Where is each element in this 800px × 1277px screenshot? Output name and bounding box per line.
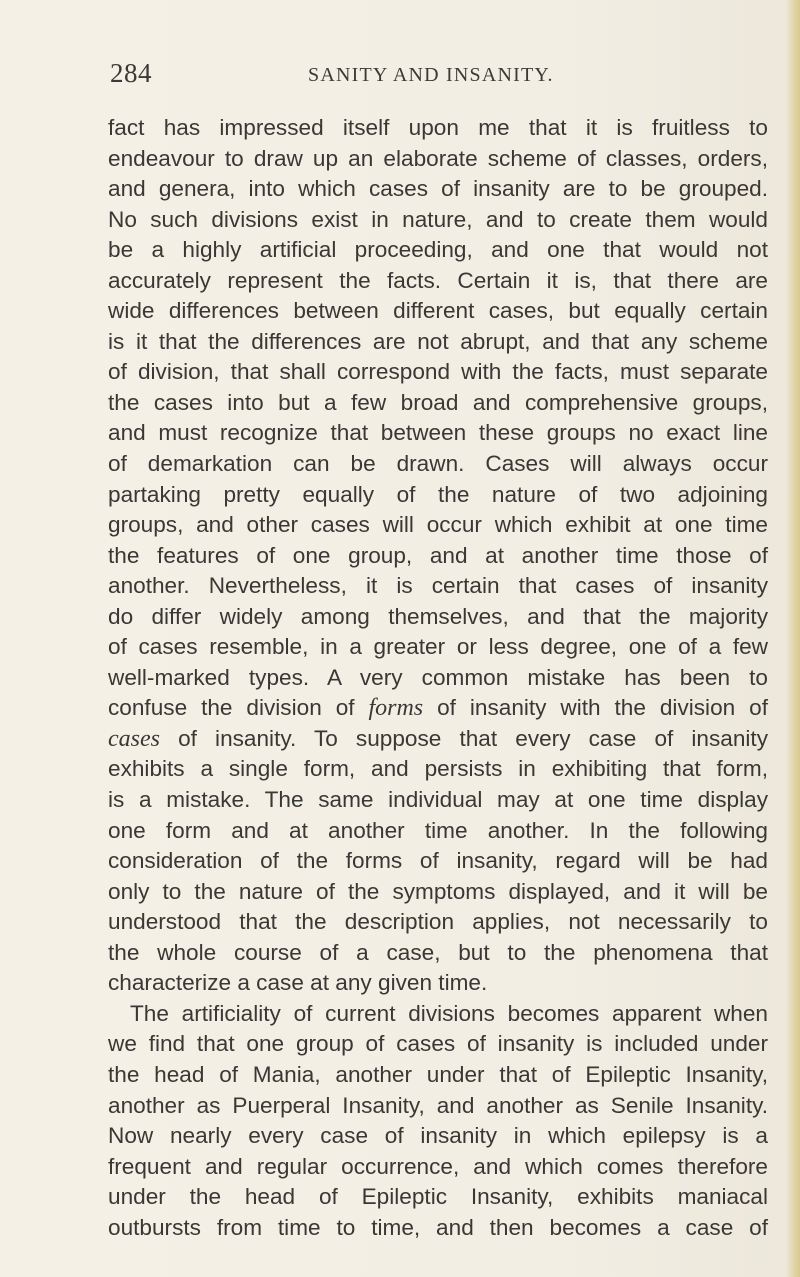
page-edge bbox=[786, 0, 800, 1277]
text-line: of demarkation can be drawn. Cases will always occur bbox=[108, 451, 768, 477]
text-line: and must recognize that between these groups no exact line bbox=[108, 420, 768, 446]
text-line: The artificiality of current divisions becomes apparent when bbox=[130, 1000, 768, 1026]
text-line: well-marked types. A very common mistake has been to bbox=[108, 664, 768, 690]
text-run: confuse the division of bbox=[108, 695, 369, 721]
text-line: characterize a case at any given time. bbox=[108, 970, 488, 996]
text-line bbox=[108, 724, 768, 755]
page-number: 284 bbox=[110, 58, 152, 88]
italic-term-forms: forms bbox=[368, 695, 424, 722]
text-line: the cases into but a few broad and comprehensive groups, bbox=[108, 389, 768, 415]
text-line: endeavour to draw up an elaborate scheme of classes, orders, bbox=[108, 145, 768, 171]
text-line: exhibits a single form, and persists in exhibiting that form, bbox=[108, 756, 768, 782]
text-line: Now nearly every case of insanity in which epilepsy is a bbox=[108, 1123, 768, 1149]
text-line: groups, and other cases will occur which exhibit at one time bbox=[108, 512, 768, 538]
text-line: another. Nevertheless, it is certain that cases of insanity bbox=[108, 573, 768, 599]
text-line bbox=[108, 693, 768, 724]
text-line: is it that the differences are not abrupt, and that any scheme bbox=[108, 328, 768, 354]
text-line: No such divisions exist in nature, and to create them would bbox=[108, 206, 768, 232]
text-line: frequent and regular occurrence, and which comes therefore bbox=[108, 1153, 768, 1179]
text-line: of division, that shall correspond with the facts, must separate bbox=[108, 359, 768, 385]
text-line: is a mistake. The same individual may at one time display bbox=[108, 787, 768, 813]
text-line: do differ widely among themselves, and that the majority bbox=[108, 603, 768, 629]
text-line: one form and at another time another. In the following bbox=[108, 817, 768, 843]
text-line: we find that one group of cases of insanity is included under bbox=[108, 1031, 768, 1057]
paragraph-1 bbox=[108, 113, 768, 999]
text-line: and genera, into which cases of insanity are to be grouped. bbox=[108, 176, 768, 202]
text-line: another as Puerperal Insanity, and another as Senile Insanity. bbox=[108, 1092, 768, 1118]
text-line: the features of one group, and at another time those of bbox=[108, 542, 768, 568]
text-run: of insanity with the division of bbox=[423, 695, 768, 721]
text-line: only to the nature of the symptoms displayed, and it will be bbox=[108, 878, 768, 904]
text-line: partaking pretty equally of the nature of two adjoining bbox=[108, 481, 768, 507]
body-text bbox=[108, 113, 768, 1243]
text-line: of cases resemble, in a greater or less degree, one of a few bbox=[108, 634, 768, 660]
italic-term-cases: cases bbox=[108, 725, 160, 752]
text-run: of insanity. To suppose that every case of insanity bbox=[159, 725, 768, 751]
text-line: the whole course of a case, but to the phenomena that bbox=[108, 939, 768, 965]
running-head-title: SANITY AND INSANITY. bbox=[308, 64, 554, 86]
text-line: the head of Mania, another under that of Epileptic Insanity, bbox=[108, 1061, 768, 1087]
text-line: fact has impressed itself upon me that it is fruitless to bbox=[108, 115, 768, 140]
text-line: consideration of the forms of insanity, regard will be had bbox=[108, 848, 768, 874]
text-line: wide differences between different cases, but equally certain bbox=[108, 298, 768, 324]
text-line: understood that the description applies, not necessarily to bbox=[108, 909, 768, 935]
text-line: accurately represent the facts. Certain it is, that there are bbox=[108, 267, 768, 293]
running-head bbox=[110, 58, 770, 98]
text-line: under the head of Epileptic Insanity, exhibits maniacal bbox=[108, 1184, 768, 1210]
text-line: outbursts from time to time, and then becomes a case of bbox=[108, 1214, 768, 1240]
paragraph-2 bbox=[108, 999, 768, 1243]
text-line: be a highly artificial proceeding, and one that would not bbox=[108, 237, 768, 263]
